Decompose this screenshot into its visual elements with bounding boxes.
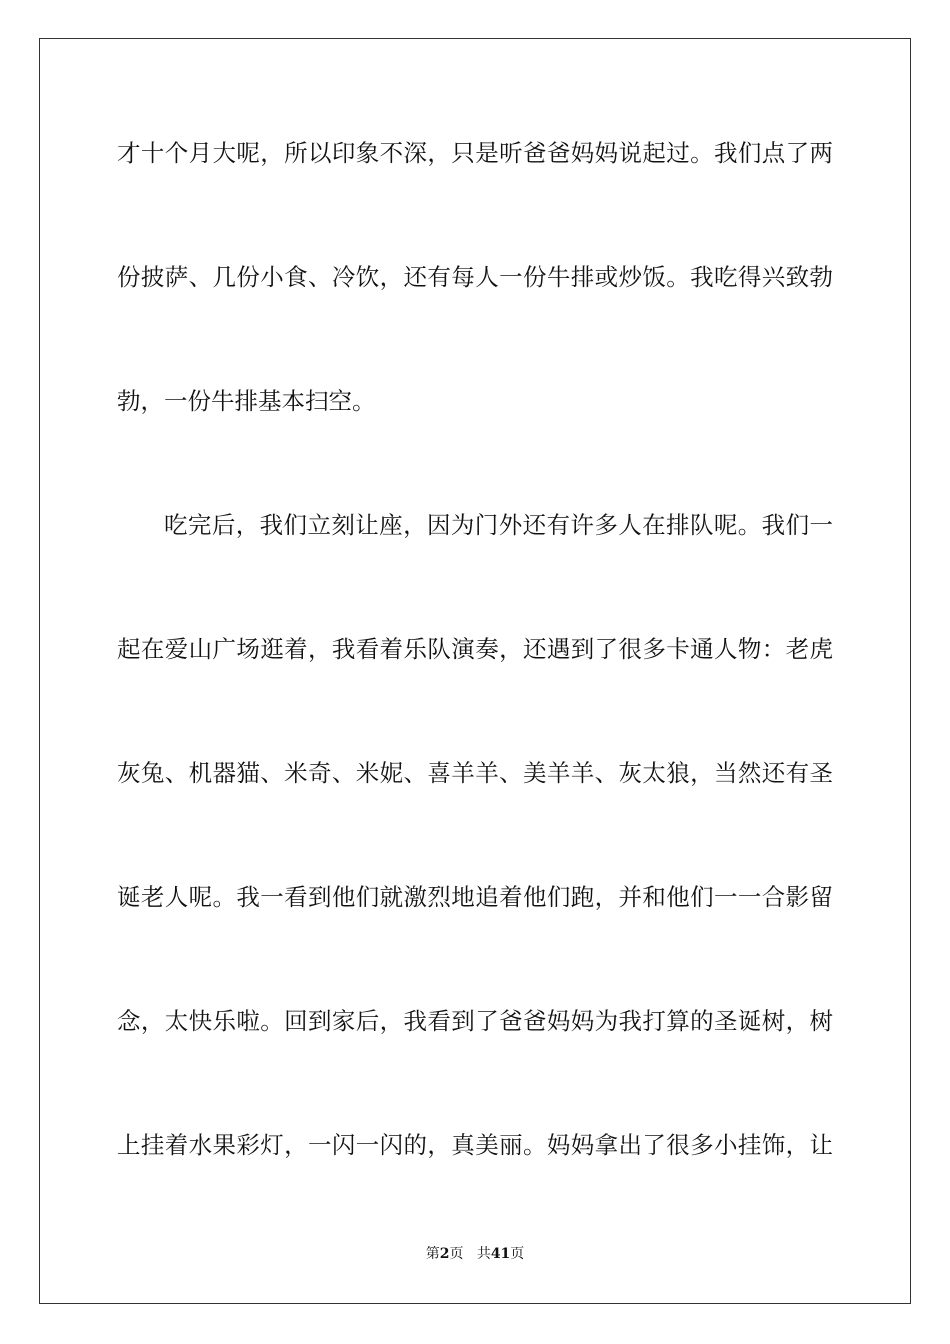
footer-total-pages: 41 [490, 1246, 511, 1262]
paragraph-line-2: 份披萨、几份小食、冷饮，还有每人一份牛排或炒饭。我吃得兴致勃 [117, 263, 833, 291]
footer-total-prefix: 共 [476, 1246, 491, 1262]
footer-page-suffix: 页 [449, 1246, 464, 1262]
paragraph-line-3: 勃，一份牛排基本扫空。 [117, 387, 376, 415]
page-footer [0, 1245, 950, 1263]
paragraph-line-5: 起在爱山广场逛着，我看着乐队演奏，还遇到了很多卡通人物：老虎 [117, 635, 833, 663]
page-border [39, 38, 911, 1304]
paragraph-line-4: 吃完后，我们立刻让座，因为门外还有许多人在排队呢。我们一 [164, 511, 833, 539]
paragraph-line-7: 诞老人呢。我一看到他们就激烈地追着他们跑，并和他们一一合影留 [117, 883, 833, 911]
paragraph-line-8: 念，太快乐啦。回到家后，我看到了爸爸妈妈为我打算的圣诞树，树 [117, 1007, 833, 1035]
paragraph-line-1: 才十个月大呢，所以印象不深，只是听爸爸妈妈说起过。我们点了两 [117, 139, 833, 167]
footer-total-suffix: 页 [510, 1246, 525, 1262]
paragraph-line-9: 上挂着水果彩灯，一闪一闪的，真美丽。妈妈拿出了很多小挂饰，让 [117, 1131, 833, 1159]
footer-page-number: 2 [439, 1246, 450, 1262]
paragraph-line-6: 灰兔、机器猫、米奇、米妮、喜羊羊、美羊羊、灰太狼，当然还有圣 [117, 759, 833, 787]
footer-page-prefix: 第 [425, 1246, 440, 1262]
